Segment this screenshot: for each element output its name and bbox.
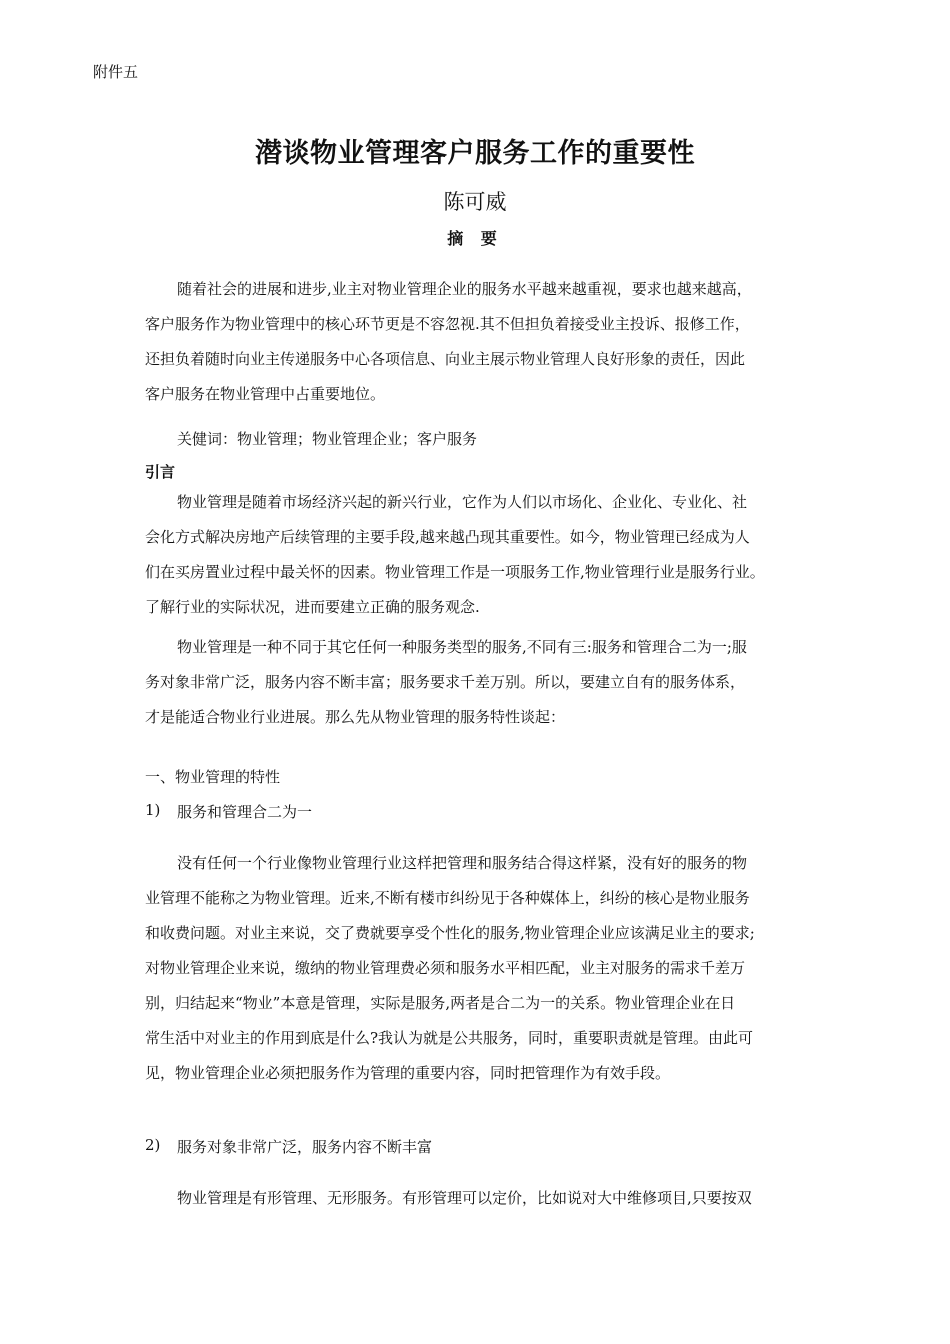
- intro-line: 会化方式解决房地产后续管理的主要手段,越来越凸现其重要性。如今，物业管理已经成为人: [145, 528, 750, 546]
- intro-line: 物业管理是一种不同于其它任何一种服务类型的服务,不同有三:服务和管理合二为一;服: [177, 638, 747, 656]
- abstract-line: 客户服务在物业管理中占重要地位。: [145, 385, 386, 403]
- body-line: 别，归结起来“物业”本意是管理，实际是服务,两者是合二为一的关系。物业管理企业在日: [145, 994, 736, 1012]
- body-line: 物业管理是有形管理、无形服务。有形管理可以定价，比如说对大中维修项目,只要按双: [177, 1189, 752, 1207]
- subsection-1-label: 1): [145, 801, 161, 819]
- body-line: 和收费问题。对业主来说，交了费就要享受个性化的服务,物业管理企业应该满足业主的要求;: [145, 924, 755, 942]
- intro-paragraph-2: [145, 630, 825, 735]
- subsection-1-title: 服务和管理合二为一: [177, 803, 313, 821]
- intro-line: 才是能适合物业行业进展。那么先从物业管理的服务特性谈起：: [145, 708, 566, 726]
- intro-line: 们在买房置业过程中最关怀的因素。物业管理工作是一项服务工作,物业管理行业是服务行业。: [145, 563, 765, 581]
- intro-line: 务对象非常广泛，服务内容不断丰富；服务要求千差万别。所以，要建立自有的服务体系，: [145, 673, 746, 691]
- subsection-2-paragraph: [145, 1181, 825, 1216]
- intro-paragraph-1: [145, 485, 825, 625]
- intro-line: 了解行业的实际状况，进而要建立正确的服务观念.: [145, 598, 480, 616]
- subsection-2-title: 服务对象非常广泛，服务内容不断丰富: [177, 1138, 433, 1156]
- body-line: 业管理不能称之为物业管理。近来,不断有楼市纠纷见于各种媒体上，纠纷的核心是物业服务: [145, 889, 750, 907]
- attachment-label: 附件五: [93, 63, 139, 81]
- abstract-line: 还担负着随时向业主传递服务中心各项信息、向业主展示物业管理人良好形象的责任，因此: [145, 350, 746, 368]
- subsection-2-label: 2): [145, 1136, 161, 1154]
- abstract-line: 客户服务作为物业管理中的核心环节更是不容忽视.其不但担负着接受业主投诉、报修工作，: [145, 315, 750, 333]
- abstract-line: 随着社会的进展和进步,业主对物业管理企业的服务水平越来越重视，要求也越来越高，: [177, 280, 752, 298]
- section-1-heading: 一、物业管理的特性: [145, 768, 281, 786]
- abstract-paragraph: [145, 272, 825, 412]
- author-name: 陈可威: [443, 190, 507, 214]
- intro-heading: 引言: [145, 463, 176, 481]
- body-line: 见，物业管理企业必须把服务作为管理的重要内容，同时把管理作为有效手段。: [145, 1064, 671, 1082]
- subsection-1-paragraph: [145, 846, 825, 1091]
- body-line: 常生活中对业主的作用到底是什么?我认为就是公共服务，同时，重要职责就是管理。由此可: [145, 1029, 754, 1047]
- body-line: 对物业管理企业来说，缴纳的物业管理费必须和服务水平相匹配，业主对服务的需求千差万: [145, 959, 746, 977]
- keywords: 关健词：物业管理；物业管理企业；客户服务: [177, 430, 478, 448]
- document-title: 潜谈物业管理客户服务工作的重要性: [255, 138, 695, 169]
- body-line: 没有任何一个行业像物业管理行业这样把管理和服务结合得这样紧，没有好的服务的物: [177, 854, 748, 872]
- intro-line: 物业管理是随着市场经济兴起的新兴行业，它作为人们以市场化、企业化、专业化、社: [177, 493, 748, 511]
- abstract-heading: 摘 要: [447, 229, 503, 248]
